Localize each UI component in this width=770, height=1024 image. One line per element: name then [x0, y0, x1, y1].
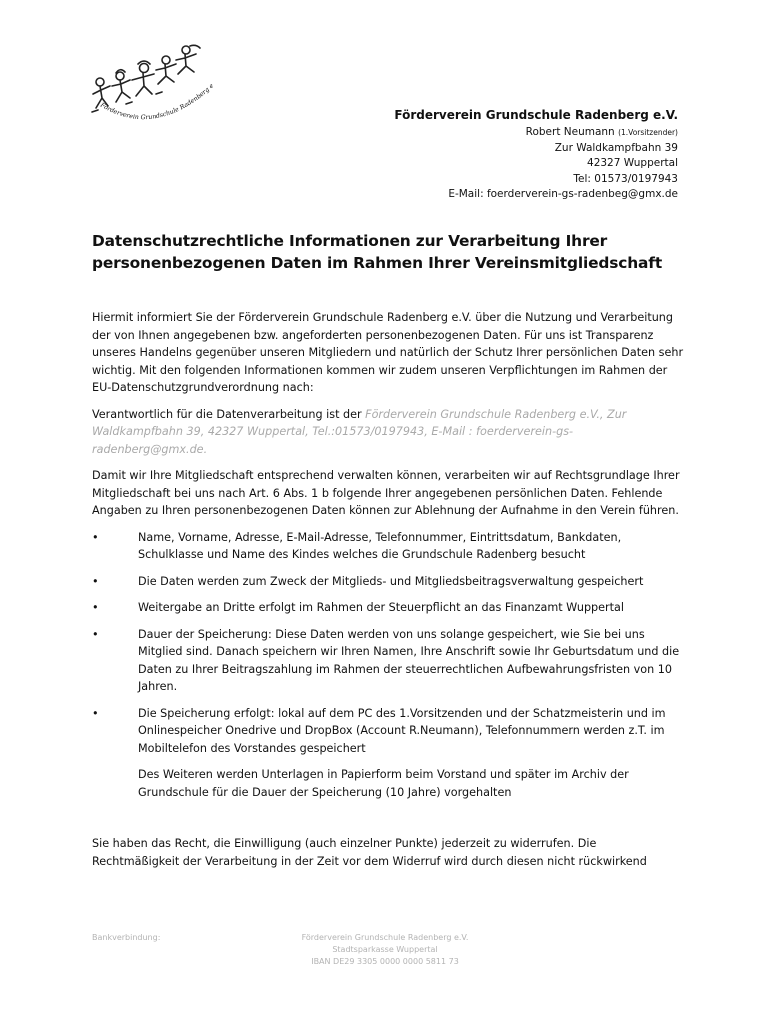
- list-item-text: Name, Vorname, Adresse, E-Mail-Adresse, Telefonnummer, Eintrittsdatum, Bankdaten, Schulklasse und Name des Kindes welches die Grundschule Radenberg besucht: [138, 530, 622, 561]
- sender-role: (1.Vorsitzender): [618, 128, 678, 137]
- svg-text:Förderverein Grundschule Raden: [86, 40, 215, 121]
- list-item-text: Die Speicherung erfolgt: lokal auf dem PC des 1.Vorsitzenden und der Schatzmeisterin und im Onlinespeicher Onedrive und DropBox (Account R.Neumann), Telefonnummern werden z.T. im Mobiltelefon des Vorstandes gespeichert: [138, 706, 666, 755]
- footer-org: Förderverein Grundschule Radenberg e.V.: [301, 933, 469, 942]
- title-line-2: personenbezogenen Daten im Rahmen Ihrer Vereinsmitgliedschaft: [92, 254, 663, 272]
- paper-archive-paragraph: Des Weiteren werden Unterlagen in Papierform beim Vorstand und später im Archiv der Grundschule für die Dauer der Speicherung (10 Jahre) vorgehalten: [138, 768, 629, 799]
- bullet-icon: •: [92, 627, 99, 641]
- responsible-paragraph: [92, 406, 684, 459]
- list-item: [92, 705, 684, 758]
- membership-paragraph: Damit wir Ihre Mitgliedschaft entsprechend verwalten können, verarbeiten wir auf Rechtsgrundlage Ihrer Mitgliedschaft bei uns nach Art. 6 Abs. 1 b folgende Ihrer angegebenen persönlichen Daten. Fehlende Angaben zu Ihren personenbezogenen Daten können zur Ablehnung der Aufnahme in den Verein führen.: [92, 469, 680, 517]
- footer-bank-label: Bankverbindung:: [92, 933, 161, 942]
- list-item: [92, 573, 684, 591]
- responsible-value: Förderverein Grundschule Radenberg e.V., Zur Waldkampfbahn 39, 42327 Wuppertal, Tel.:01573/0197943, E-Mail : foerderverein-gs-radenberg@gmx.de.: [92, 407, 627, 456]
- revoke-paragraph: Sie haben das Recht, die Einwilligung (auch einzelner Punkte) jederzeit zu widerrufen. Die Rechtmäßigkeit der Verarbeitung in der Zeit vor dem Widerruf wird durch diesen nicht rückwirkend: [92, 837, 647, 868]
- document-title: [92, 230, 692, 274]
- sender-street: Zur Waldkampfbahn 39: [554, 141, 678, 154]
- footer-bank-details: [232, 932, 538, 968]
- list-item: [92, 599, 684, 617]
- sender-email: E-Mail: foerderverein-gs-radenbeg@gmx.de: [448, 188, 678, 200]
- responsible-prefix: Verantwortlich für die Datenverarbeitung ist der: [92, 407, 366, 421]
- list-item-text: Die Daten werden zum Zweck der Mitglieds- und Mitgliedsbeitragsverwaltung gespeichert: [138, 574, 644, 588]
- bullet-icon: •: [92, 601, 99, 614]
- club-logo: [86, 40, 220, 138]
- sender-tel: Tel: 01573/0197943: [573, 172, 678, 185]
- footer-bank: Stadtsparkasse Wuppertal: [332, 945, 438, 954]
- data-processing-list: [92, 529, 684, 758]
- bullet-icon: •: [92, 574, 99, 588]
- logo-text: Förderverein Grundschule Radenberg e: [99, 82, 216, 122]
- sender-address: [394, 106, 678, 203]
- list-item-text: Dauer der Speicherung: Diese Daten werden von uns solange gespeichert, wie Sie bei uns Mitglied sind. Danach speichern wir Ihren Namen, Ihre Anschrift sowie Ihr Geburtsdatum und die Daten zu Ihrer Beitragszahlung im Rahmen der steuerrechtlichen Aufbewahrungsfristen von 10 Jahren.: [138, 627, 680, 693]
- sender-name-line: [394, 125, 678, 141]
- sender-city: 42327 Wuppertal: [587, 157, 678, 169]
- list-item: [92, 626, 684, 696]
- sender-org: Förderverein Grundschule Radenberg e.V.: [394, 108, 678, 122]
- bullet-icon: •: [92, 706, 99, 720]
- list-item: [92, 529, 684, 564]
- sender-name: Robert Neumann: [525, 126, 615, 138]
- footer-iban: IBAN DE29 3305 0000 0000 5811 73: [311, 957, 459, 966]
- document-body: [92, 309, 684, 879]
- bullet-icon: •: [92, 530, 99, 544]
- list-item-text: Weitergabe an Dritte erfolgt im Rahmen der Steuerpflicht an das Finanzamt Wuppertal: [138, 601, 624, 614]
- children-running-logo-icon: [86, 40, 220, 138]
- intro-paragraph: Hiermit informiert Sie der Förderverein Grundschule Radenberg e.V. über die Nutzung und Verarbeitung der von Ihnen angegebenen bzw. angeforderten personenbezogenen Daten. Für uns ist Transparenz unseres Handelns gegenüber unseren Mitgliedern und natürlich der Schutz Ihrer persönlichen Daten sehr wichtig. Mit den folgenden Informationen kommen wir zudem unseren Verpflichtungen im Rahmen der EU-Datenschutzgrundverordnung nach:: [92, 311, 684, 394]
- title-line-1: Datenschutzrechtliche Informationen zur Verarbeitung Ihrer: [92, 232, 608, 250]
